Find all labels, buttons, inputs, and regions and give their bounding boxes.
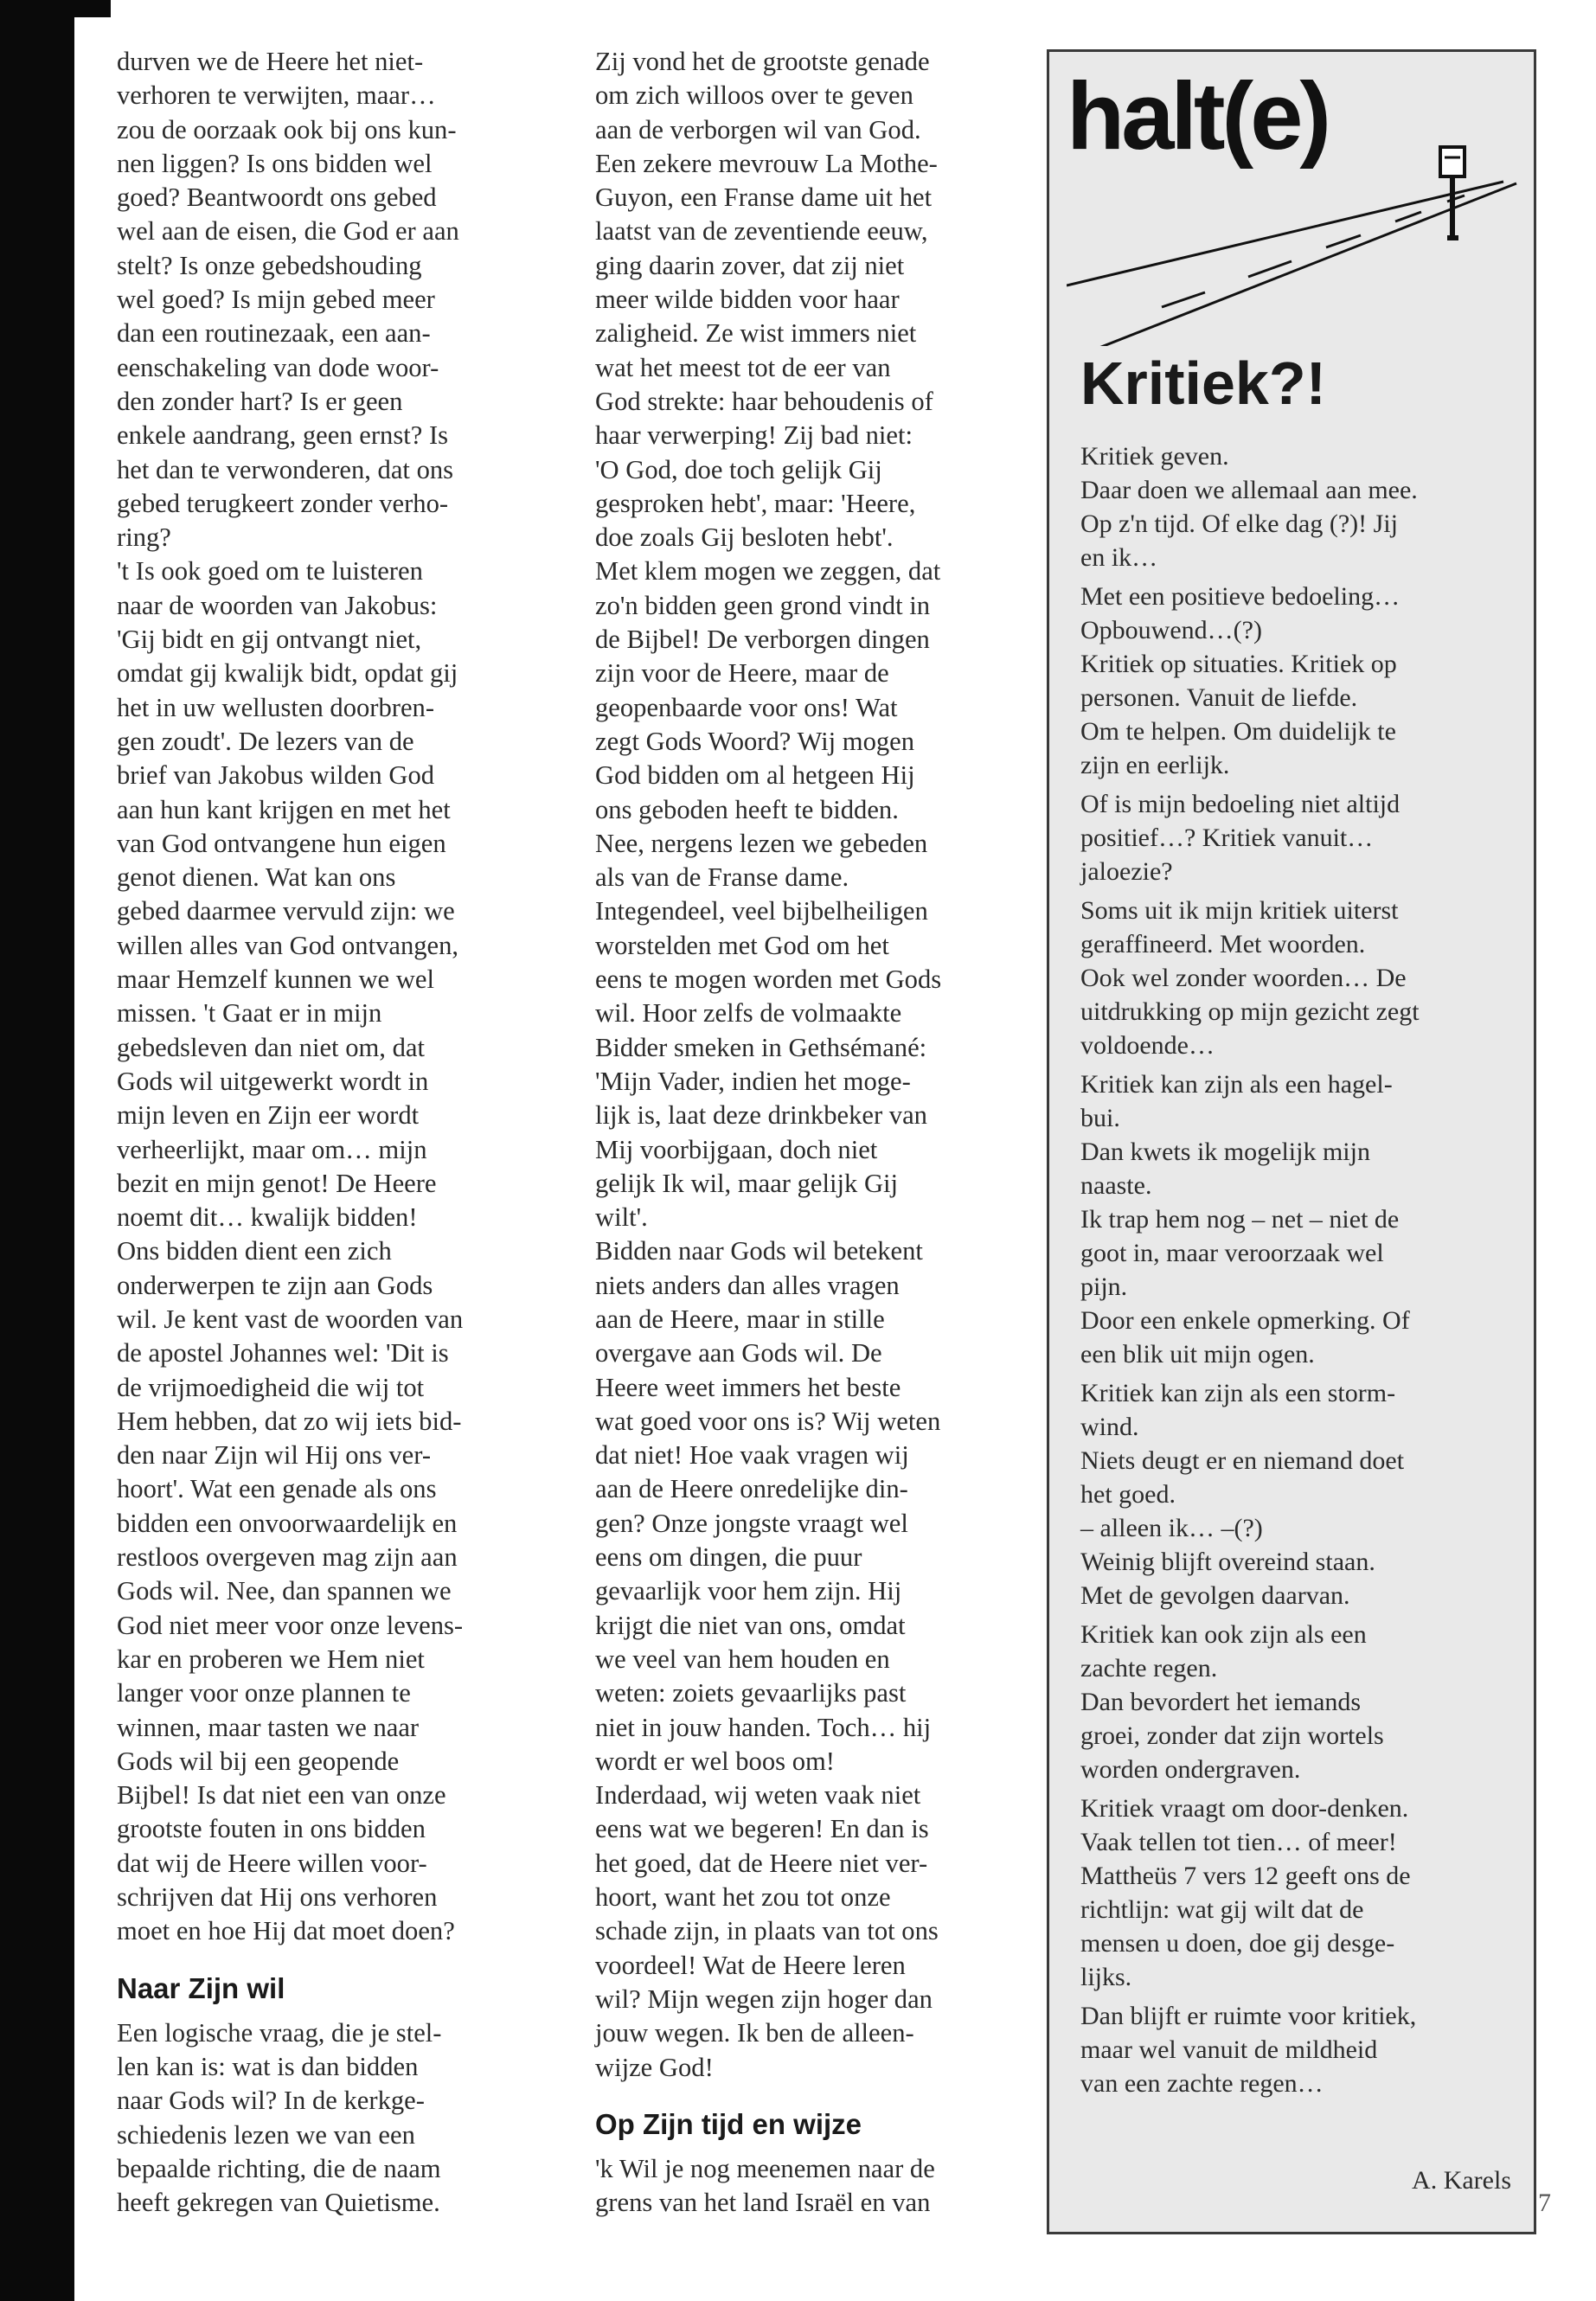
article-column-1 [117, 45, 541, 2220]
binding-spine-top [0, 0, 111, 17]
section-heading-op-zijn-tijd: Op Zijn tijd en wijze [595, 2107, 862, 2140]
column-1-paragraph-3: Een logische vraag, die je stel- len kan is: wat is dan bidden naar Gods wil? In de kerkge- schiedenis lezen we van een bepaalde richting, die de naam heeft gekregen van Quietisme. [117, 2017, 442, 2218]
sidebar-paragraph: Kritiek kan ook zijn als een zachte regen. Dan bevordert het iemands groei, zonder dat zijn wortels worden ondergraven. [1080, 1620, 1384, 1784]
binding-spine [0, 0, 74, 2301]
section-heading-naar-zijn-wil: Naar Zijn wil [117, 1971, 285, 2004]
column-1-paragraph-1: durven we de Heere het niet- verhoren te verwijten, maar… zou de oorzaak ook bij ons kun- nen liggen? Is ons bidden wel goed? Beantwoordt ons gebed wel aan de eisen, die God er aan stelt? Is onze gebedshouding wel goed? Is mijn gebed meer dan een routinezaak, een aan- eenschakeling van dode woor- den zonder hart? Is er geen enkele aandrang, geen ernst? Is het dan te verwonderen, dat ons gebed terugkeert zonder verho- ring? [117, 47, 459, 553]
sidebar-paragraph: Kritiek vraagt om door-denken. Vaak tellen tot tien… of meer! Mattheüs 7 vers 12 geeft ons de richtlijn: wat gij wilt dat de mensen u doen, doe gij desge- lijks. [1080, 1794, 1411, 1991]
halte-logo-text: halt(e) [1067, 63, 1328, 170]
road-bus-stop-icon [1067, 104, 1534, 346]
sidebar-paragraph: Of is mijn bedoeling niet altijd positief…? Kritiek vanuit… jaloezie? [1080, 790, 1401, 886]
page-number: 7 [1538, 2189, 1551, 2217]
sidebar-box-kritiek [1047, 49, 1536, 2234]
sidebar-paragraph: Soms uit ik mijn kritiek uiterst geraffineerd. Met woorden. Ook wel zonder woorden… De uitdrukking op mijn gezicht zegt voldoende… [1080, 896, 1420, 1060]
author-name: A. Karels [1412, 2166, 1511, 2195]
sidebar-paragraph: Kritiek kan zijn als een storm- wind. Niets deugt er en niemand doet het goed. – alleen ik… –(?) Weinig blijft overeind staan. Met de gevolgen daarvan. [1080, 1379, 1405, 1610]
sidebar-paragraph: Kritiek kan zijn als een hagel- bui. Dan kwets ik mogelijk mijn naaste. Ik trap hem nog – net – niet de goot in, maar veroorzaak wel pijn. Door een enkele opmerking. Of een blik uit mijn ogen. [1080, 1070, 1410, 1368]
column-2-paragraph-1: Zij vond het de grootste genade om zich willoos over te geven aan de verborgen wil van God. Een zekere mevrouw La Mothe- Guyon, een Franse dame uit het laatst van de zeventiende eeuw, ging daarin zover, dat zij niet meer wilde bidden voor haar zaligheid. Ze wist immers niet wat het meest tot de eer van God strekte: haar behoudenis of haar verwerping! Zij bad niet: 'O God, doe toch gelijk Gij gesproken hebt', maar: 'Heere, doe zoals Gij besloten hebt'. Met klem mogen we zeggen, dat zo'n bidden geen grond vindt in de Bijbel! De verborgen dingen zijn voor de Heere, maar de geopenbaarde voor ons! Wat zegt Gods Woord? Wij mogen God bidden om al hetgeen Hij ons geboden heeft te bidden. Nee, nergens lezen we gebeden als van de Franse dame. Integendeel, veel bijbelheiligen worstelden met God om het eens te mogen worden met Gods wil. Hoor zelfs de volmaakte Bidder smeken in Gethsémané: 'Mijn Vader, indien het moge- lijk is, laat deze drinkbeker van Mij voorbijgaan, doch niet gelijk Ik wil, maar gelijk Gij wilt'. [595, 47, 942, 1233]
sidebar-paragraph: Met een positieve bedoeling… Opbouwend…(?) Kritiek op situaties. Kritiek op personen. Vanuit de liefde. Om te helpen. Om duidelijk te zijn en eerlijk. [1080, 582, 1401, 779]
sidebar-paragraph: Dan blijft er ruimte voor kritiek, maar wel vanuit de mildheid van een zachte regen… [1080, 2002, 1417, 2098]
sidebar-title: Kritiek?! [1080, 349, 1326, 417]
article-column-2 [595, 45, 1019, 2220]
column-2-paragraph-2: Bidden naar Gods wil betekent niets anders dan alles vragen aan de Heere, maar in stille overgave aan Gods wil. De Heere weet immers het beste wat goed voor ons is? Wij weten dat niet! Hoe vaak vragen wij aan de Heere onredelijke din- gen? Onze jongste vraagt wel eens om dingen, die puur gevaarlijk voor hem zijn. Hij krijgt die niet van ons, omdat we veel van hem houden en weten: zoiets gevaarlijks past niet in jouw handen. Toch… hij wordt er wel boos om! Inderdaad, wij weten vaak niet eens wat we begeren! En dan is het goed, dat de Heere niet ver- hoort, want het zou tot onze schade zijn, in plaats van tot ons voordeel! Wat de Heere leren wil? Mijn wegen zijn hoger dan jouw wegen. Ik ben de alleen- wijze God! [595, 1236, 941, 2082]
column-1-paragraph-2: 't Is ook goed om te luisteren naar de woorden van Jakobus: 'Gij bidt en gij ontvangt niet, omdat gij kwalijk bidt, opdat gij het in uw wellusten doorbren- gen zoudt'. De lezers van de brief van Jakobus wilden God aan hun kant krijgen en met het van God ontvangene hun eigen genot dienen. Wat kan ons gebed daarmee vervuld zijn: we willen alles van God ontvangen, maar Hemzelf kunnen we wel missen. 't Gaat er in mijn gebedsleven dan niet om, dat Gods wil uitgewerkt wordt in mijn leven en Zijn eer wordt verheerlijkt, maar om… mijn bezit en mijn genot! De Heere noemt dit… kwalijk bidden! Ons bidden dient een zich onderwerpen te zijn aan Gods wil. Je kent vast de woorden van de apostel Johannes wel: 'Dit is de vrijmoedigheid die wij tot Hem hebben, dat zo wij iets bid- den naar Zijn wil Hij ons ver- hoort'. Wat een genade als ons bidden een onvoorwaardelijk en restloos overgeven mag zijn aan Gods wil. Nee, dan spannen we God niet meer voor onze levens- kar en proberen we Hem niet langer voor onze plannen te winnen, maar tasten we naar Gods wil bij een geopende Bijbel! Is dat niet een van onze grootste fouten in ons bidden dat wij de Heere willen voor- schrijven dat Hij ons verhoren moet en hoe Hij dat moet doen? [117, 556, 464, 1946]
sidebar-paragraph: Kritiek geven. Daar doen we allemaal aan mee. Op z'n tijd. Of elke dag (?)! Jij en ik… [1080, 442, 1418, 572]
sidebar-body [1080, 439, 1522, 2106]
column-2-paragraph-3: 'k Wil je nog meenemen naar de grens van het land Israël en van [595, 2153, 935, 2218]
